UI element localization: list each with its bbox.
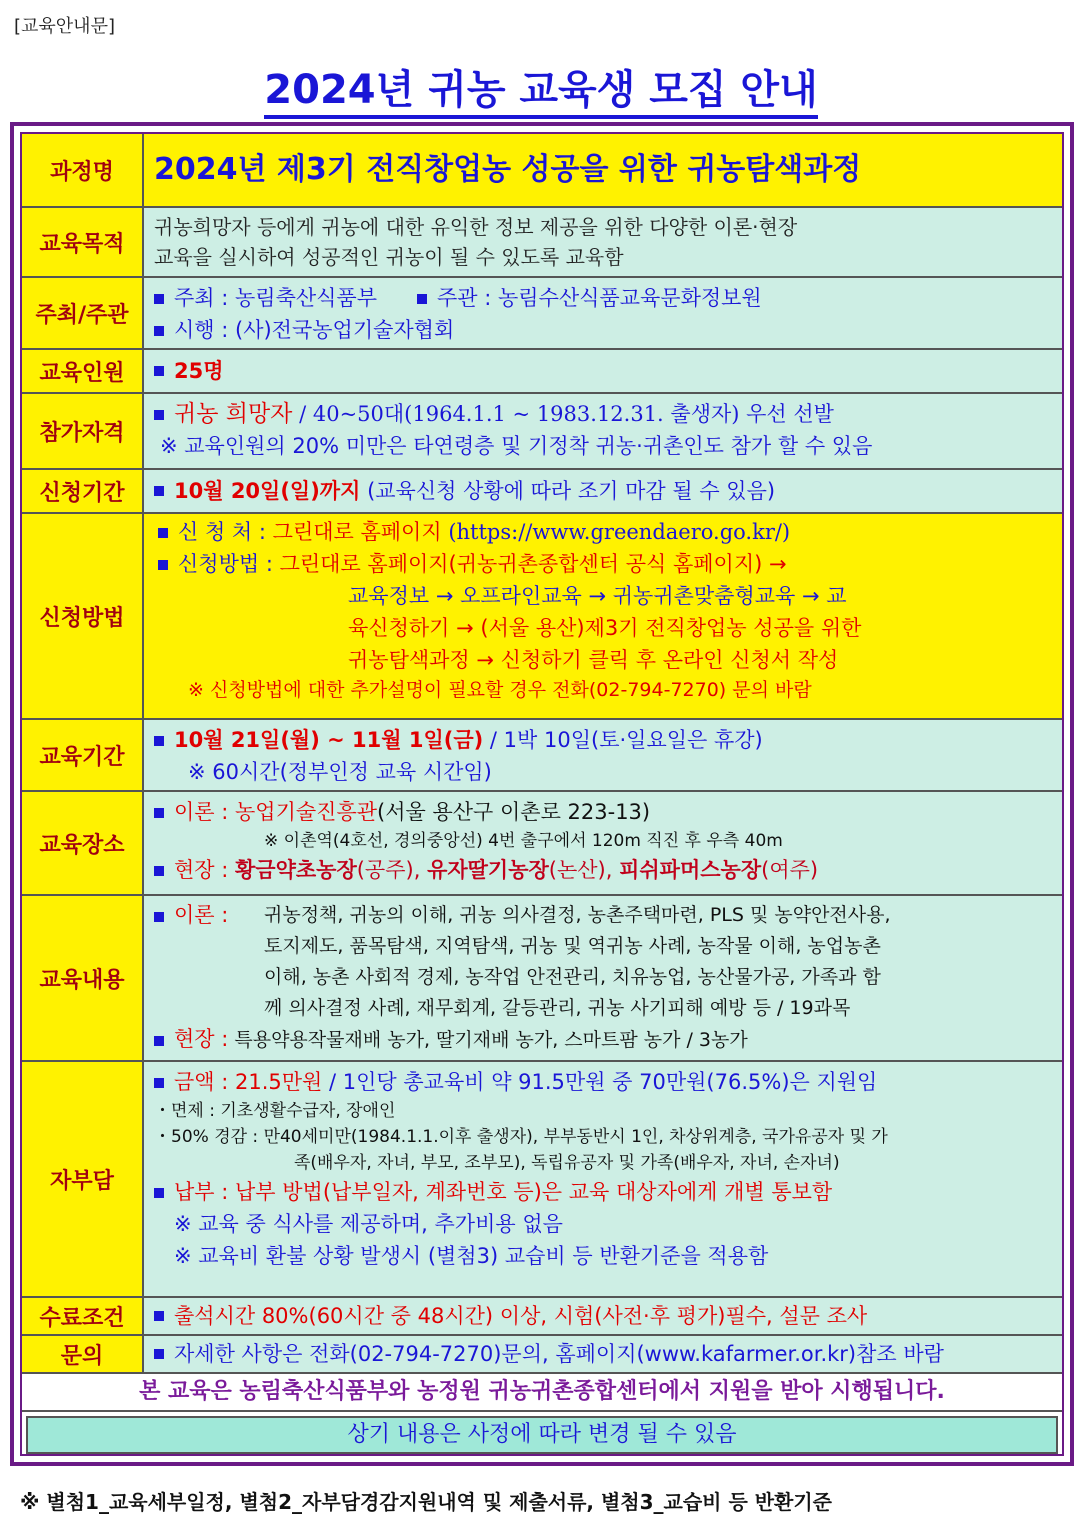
label-fee: 자부담 <box>22 1062 144 1296</box>
row-eligibility <box>22 394 1062 470</box>
bullet-icon <box>154 486 164 496</box>
row-place <box>22 792 1062 896</box>
label-capacity: 교육인원 <box>22 350 144 392</box>
fee-discount: ・50% 경감 : 만40세미만(1984.1.1.이후 출생자), 부부동반시 1인, 차상위계층, 국가유공자 및 가 <box>154 1127 888 1147</box>
fee-payment: 납부 : 납부 방법(납부일자, 계좌번호 등)은 교육 대상자에게 개별 통보함 <box>174 1180 833 1204</box>
capacity-value: 25명 <box>174 359 224 383</box>
apply-where-url[interactable]: (https://www.greendaero.go.kr/) <box>448 520 791 544</box>
place-theory-address: (서울 용산구 이촌로 223-13) <box>377 800 651 824</box>
period-hours-note: ※ 60시간(정부인정 교육 시간임) <box>188 760 492 784</box>
content-field-value: 특용약용작물재배 농가, 딸기재배 농가, 스마트팜 농가 / 3농가 <box>234 1029 748 1051</box>
bullet-icon <box>417 294 427 304</box>
host-organizer: 주최 : 농림축산식품부 <box>174 286 377 310</box>
bullet-icon <box>154 736 164 746</box>
row-host <box>22 278 1062 350</box>
content-theory-label: 이론 : <box>174 903 229 927</box>
content-theory-line: 께 의사결정 사례, 재무회계, 갈등관리, 귀농 사기피해 예방 등 / 19과목 <box>264 997 851 1019</box>
apply-how-line: 귀농탐색과정 → 신청하기 클릭 후 온라인 신청서 작성 <box>348 648 839 672</box>
bullet-icon <box>154 326 164 336</box>
bullet-icon <box>158 560 168 570</box>
bullet-icon <box>154 808 164 818</box>
period-duration: / 1박 10일(토·일요일은 휴강) <box>489 728 763 752</box>
label-apply-method: 신청방법 <box>22 514 144 718</box>
bullet-icon <box>154 866 164 876</box>
label-period: 교육기간 <box>22 720 144 790</box>
row-capacity <box>22 350 1062 394</box>
row-course <box>22 134 1062 208</box>
eligibility-target: 귀농 희망자 <box>174 401 293 427</box>
bullet-icon <box>154 912 164 922</box>
row-purpose <box>22 208 1062 278</box>
attachments-note: ※ 별첨1_교육세부일정, 별첨2_자부담경감지원내역 및 제출서류, 별첨3_교습비 등 반환기준 <box>20 1490 833 1514</box>
fee-exemption: ・면제 : 기초생활수급자, 장애인 <box>154 1101 396 1121</box>
place-field-label: 현장 : <box>174 858 229 882</box>
row-fee <box>22 1062 1062 1298</box>
place-theory-label: 이론 : <box>174 800 229 824</box>
fee-amount-detail: / 1인당 총교육비 약 91.5만원 중 70만원(76.5%)은 지원임 <box>329 1070 878 1094</box>
bullet-icon <box>154 366 164 376</box>
label-eligibility: 참가자격 <box>22 394 144 468</box>
purpose-line: 귀농희망자 등에게 귀농에 대한 유익한 정보 제공을 위한 다양한 이론·현장 <box>154 215 798 239</box>
apply-deadline-note: (교육신청 상황에 따라 조기 마감 될 수 있음) <box>367 479 776 503</box>
row-completion <box>22 1298 1062 1336</box>
content-theory-line: 이해, 농촌 사회적 경제, 농작업 안전관리, 치유농업, 농산물가공, 가족과 함 <box>264 966 881 988</box>
bullet-icon <box>154 1349 164 1359</box>
apply-how-line: 교육정보 → 오프라인교육 → 귀농귀촌맞춤형교육 → 교 <box>348 584 847 608</box>
label-host: 주최/주관 <box>22 278 144 348</box>
label-completion: 수료조건 <box>22 1298 144 1334</box>
fee-discount-cont: 족(배우자, 자녀, 부모, 조부모), 독립유공자 및 가족(배우자, 자녀, 손자녀) <box>294 1153 840 1173</box>
bullet-icon <box>154 1188 164 1198</box>
info-table-frame <box>10 122 1074 1466</box>
bullet-icon <box>154 294 164 304</box>
row-content <box>22 896 1062 1062</box>
content-field-label: 현장 : <box>174 1027 229 1051</box>
document-type-tag: [교육안내문] <box>14 16 115 37</box>
label-content: 교육내용 <box>22 896 144 1060</box>
row-apply-period <box>22 470 1062 514</box>
place-field-region: (여주) <box>761 858 819 882</box>
inquiry-value: 자세한 사항은 전화(02-794-7270)문의, 홈페이지(www.kafarmer.or.kr)참조 바람 <box>174 1342 944 1366</box>
place-theory-directions: ※ 이촌역(4호선, 경의중앙선) 4번 출구에서 120m 직진 후 우측 40m <box>264 831 783 851</box>
change-notice: 상기 내용은 사정에 따라 변경 될 수 있음 <box>26 1416 1058 1454</box>
info-table <box>20 132 1064 1456</box>
place-field-farm: 황금약초농장 <box>235 858 357 882</box>
period-dates: 10월 21일(월) ~ 11월 1일(금) <box>174 728 484 752</box>
label-purpose: 교육목적 <box>22 208 144 276</box>
row-inquiry <box>22 1336 1062 1374</box>
apply-how-label: 신청방법 : <box>178 552 273 576</box>
course-title: 2024년 제3기 전직창업농 성공을 위한 귀농탐색과정 <box>154 152 862 187</box>
place-field-farm: 피쉬파머스농장 <box>619 858 762 882</box>
eligibility-note: ※ 교육인원의 20% 미만은 타연령층 및 기정착 귀농·귀촌인도 참가 할 수 있음 <box>160 434 873 458</box>
host-manager: 주관 : 농림수산식품교육문화정보원 <box>437 286 762 310</box>
bullet-icon <box>154 1036 164 1046</box>
apply-where-site: 그린대로 홈페이지 <box>272 520 442 544</box>
apply-where-label: 신 청 처 : <box>178 520 266 544</box>
bullet-icon <box>154 1311 164 1321</box>
support-statement: 본 교육은 농림축산식품부와 농정원 귀농귀촌종합센터에서 지원을 받아 시행됩니다. <box>22 1374 1062 1412</box>
place-field-region: (공주), <box>356 858 421 882</box>
eligibility-age: / 40~50대(1964.1.1 ~ 1983.12.31. 출생자) 우선 선발 <box>299 402 834 426</box>
page-title: 2024년 귀농 교육생 모집 안내 <box>0 58 1082 115</box>
purpose-line: 교육을 실시하여 성공적인 귀농이 될 수 있도록 교육함 <box>154 245 624 269</box>
row-apply-method <box>22 514 1062 720</box>
place-field-region: (논산), <box>548 858 613 882</box>
bullet-icon <box>154 1078 164 1088</box>
place-field-farm: 유자딸기농장 <box>427 858 549 882</box>
apply-method-note: ※ 신청방법에 대한 추가설명이 필요할 경우 전화(02-794-7270) 문의 바람 <box>188 679 812 701</box>
label-apply-period: 신청기간 <box>22 470 144 512</box>
label-course: 과정명 <box>22 134 144 206</box>
bullet-icon <box>158 528 168 538</box>
host-operator: 시행 : (사)전국농업기술자협회 <box>174 318 455 342</box>
bullet-icon <box>154 410 164 420</box>
apply-how-line: 육신청하기 → (서울 용산)제3기 전직창업농 성공을 위한 <box>348 616 862 640</box>
content-theory-line: 귀농정책, 귀농의 이해, 귀농 의사결정, 농촌주택마련, PLS 및 농약안전사용, <box>264 904 891 926</box>
completion-value: 출석시간 80%(60시간 중 48시간) 이상, 시험(사전·후 평가)필수, 설문 조사 <box>174 1304 868 1328</box>
apply-how-line: 그린대로 홈페이지(귀농귀촌종합센터 공식 홈페이지) → <box>279 552 787 576</box>
place-theory-name: 농업기술진흥관 <box>235 800 378 824</box>
apply-deadline: 10월 20일(일)까지 <box>174 479 361 503</box>
label-place: 교육장소 <box>22 792 144 894</box>
fee-amount: 금액 : 21.5만원 <box>174 1070 323 1094</box>
row-period <box>22 720 1062 792</box>
fee-note: ※ 교육 중 식사를 제공하며, 추가비용 없음 <box>174 1212 563 1236</box>
fee-note: ※ 교육비 환불 상황 발생시 (별첨3) 교습비 등 반환기준을 적용함 <box>174 1244 769 1268</box>
label-inquiry: 문의 <box>22 1336 144 1372</box>
content-theory-line: 토지제도, 품목탐색, 지역탐색, 귀농 및 역귀농 사례, 농작물 이해, 농업농촌 <box>264 935 881 957</box>
